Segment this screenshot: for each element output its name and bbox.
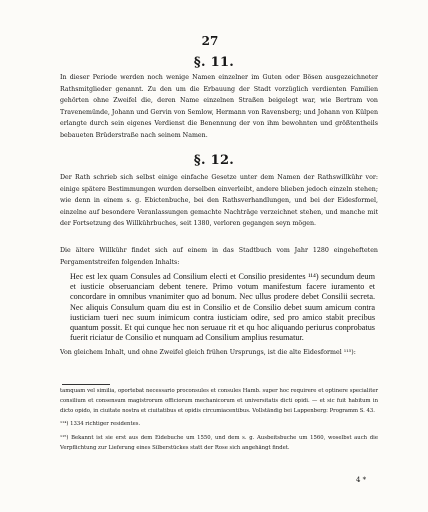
section-12-paragraph-1: Der Rath schrieb sich selbst einige einfache Gesetze unter dem Namen der Rathswillkühr vor: einige spätere Bestimmungen wurden derselben einverleibt, andere blieben jedoch einzeln stehen; wie denn in einem s. g. Ebictenbuche, bei den Rathsverhandlungen, und bei der Eidesformel, einzelne auf besondere Veranlassungen gemachte Nachträge verzeichnet stehen, und manche mit der Fortsetzung des Willkührbuches, seit 1380, verloren gegangen seyn mögen. (60, 174, 378, 227)
latin-quotation: Hec est lex quam Consules ad Consilium electi et Consilio presidentes ¹¹⁴) secundum deum et iusticie obseruanciam debent tenere. Primo votum manifestum facere iuramento et concordare in omnibus vnanimiter quo ad bonum. Nec ullus prodere debet Consilii secreta. Nec aliquis Consulum quam diu est in Consilio et de Consilio debet suum amicum contra iusticiam tueri nec suum inimicum contra iusticiam odire, sed pro amico stabit precibus quantum possit. Et qui cunque hec non seruaue rit et qu hoc aliquando periurus conprobatus fuerit riciatur de Consilio et nunquam ad Consilium amplius resumatur. (70, 272, 375, 343)
section-heading-12: §. 12. (193, 153, 235, 168)
footnote-115: ¹¹⁵) Bekannt ist sie erst aus dem Eidebuche um 1550, und dem s. g. Ausbeitsbuche um 1560, woselbst auch die Verpflichtung zur Lieferung eines Silberstückes statt der Rose sich angehängt findet. (60, 435, 378, 451)
section-heading-11: §. 11. (193, 55, 235, 70)
footnote-continuation: tamquam vel similia, oportebat necessario proconsules et consules Hamb. super hoc requirere et optinere specialiter consilium et consensum magistrorum officiorum mechanicorum et universitatis dicti opidi. — et sic fuit habitum in dicto opido, in ciuitate nostra et ciuitatibus et opidis circumiacentibus. Vollständig bei Lappenberg: Programm S. 43. (60, 388, 378, 414)
section-11-paragraph: In dieser Periode werden noch wenige Namen einzelner im Guten oder Bösen ausgezeichneter Rathsmitglieder genannt. Zu den um die Erbauung der Stadt vorzüglich verdienten Familien gehörten ohne Zweifel die, deren Name einzelnen Straßen beigelegt war, wie Bertram von Travenemünde, Johann und Gervin von Semlow, Hermann von Ravensberg; und Johann von Külpen erlangte durch sein eigenes Verdienst die Benennung der von ihm bewohnten und größtentheils bebaueten Brüderstraße nach seinem Namen. (60, 74, 378, 139)
signature-mark: 4 * (356, 476, 367, 484)
footnote-114: ¹¹⁴) 1334 richtiger residentes. (60, 421, 141, 427)
section-12-closing-line: Von gleichem Inhalt, und ohne Zweifel gleich frühen Ursprungs, ist die alte Eidesformel ¹¹⁵): (60, 349, 356, 356)
page-number: 27 (201, 34, 219, 48)
footnote-divider (62, 384, 110, 385)
section-12-paragraph-2: Die ältere Willkühr findet sich auf einem in das Stadtbuch vom Jahr 1280 eingehefteten Pergamentstreifen folgenden Inhalts: (60, 247, 378, 266)
